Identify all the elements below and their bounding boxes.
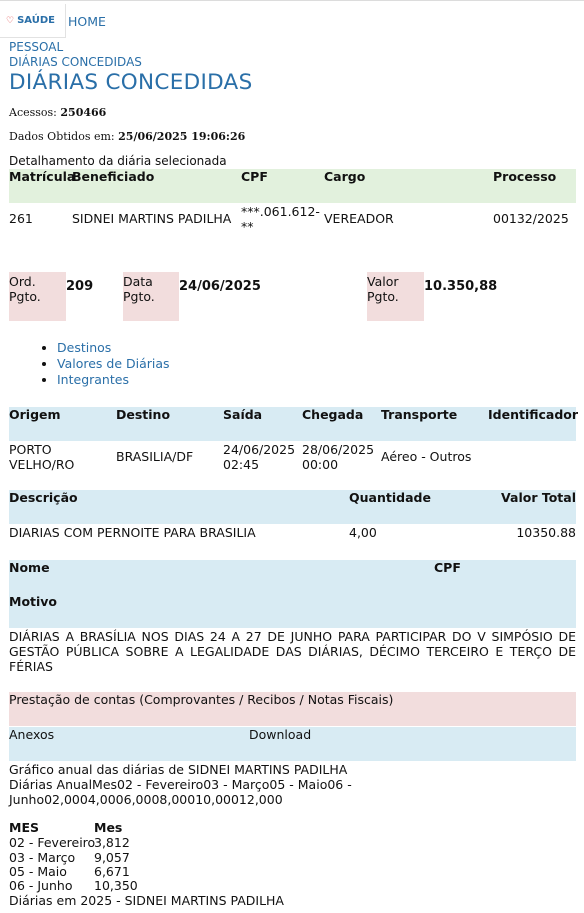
header-origem: Origem: [9, 407, 61, 422]
home-link[interactable]: HOME: [68, 14, 106, 29]
chart-category: 05 - Maio: [9, 864, 67, 879]
header-cpf-integrante: CPF: [434, 560, 461, 575]
data-pgto-label: Data Pgto.: [123, 272, 179, 321]
header-saida: Saída: [223, 407, 263, 422]
motivo-text: DIÁRIAS A BRASÍLIA NOS DIAS 24 A 27 DE JUNHO PARA PARTICIPAR DO V SIMPÓSIO DE GESTÃO PÚBLICA SOBRE A LEGALIDADE DAS DIÁRIAS, DÉCIMO TERCEIRO E TERÇO DE FÉRIAS: [9, 629, 576, 674]
cell-valor-total: 10350.88: [516, 525, 576, 540]
header-cargo: Cargo: [324, 169, 366, 184]
header-identificador: Identificador: [488, 407, 579, 422]
cell-quantidade: 4,00: [349, 525, 377, 540]
detail-tabs: [33, 340, 170, 388]
saude-label: SAÚDE: [17, 15, 55, 26]
chart-category: 06 - Junho: [9, 878, 73, 893]
chart-value: 3,812: [94, 835, 130, 850]
cell-matricula: 261: [9, 211, 33, 226]
chart-col-mes: MES: [9, 820, 39, 835]
top-border: [0, 0, 584, 1]
prestacao-header: Prestação de contas (Comprovantes / Recibos / Notas Fiscais): [9, 692, 576, 726]
header-chegada: Chegada: [302, 407, 364, 422]
breadcrumb-pessoal[interactable]: PESSOAL: [9, 40, 64, 54]
dados-info: [9, 130, 245, 143]
tab-valores[interactable]: • Valores de Diárias: [57, 356, 170, 372]
header-cpf: CPF: [241, 169, 268, 184]
chart-fallback-line-3: Junho02,0004,0006,0008,00010,00012,000: [9, 792, 283, 807]
integrantes-header: [9, 560, 576, 628]
chart-category: 02 - Fevereiro: [9, 835, 96, 850]
chart-category: 03 - Março: [9, 850, 76, 865]
cell-destino: BRASILIA/DF: [116, 449, 194, 464]
cell-descricao: DIARIAS COM PERNOITE PARA BRASILIA: [9, 525, 256, 540]
saude-button[interactable]: [0, 4, 66, 38]
chart-title: Diárias em 2025 - SIDNEI MARTINS PADILHA: [9, 893, 284, 908]
page-title: DIÁRIAS CONCEDIDAS: [9, 70, 253, 95]
acessos-value: 250466: [60, 106, 107, 119]
header-descricao: Descrição: [9, 490, 78, 505]
header-quantidade: Quantidade: [349, 490, 431, 505]
dados-label: Dados Obtidos em:: [9, 130, 115, 143]
dados-value: 25/06/2025 19:06:26: [118, 130, 246, 143]
ord-pgto-label: Ord. Pgto.: [9, 272, 66, 321]
acessos-info: [9, 106, 106, 119]
header-beneficiado: Beneficiado: [72, 169, 155, 184]
chart-col-mes-value: Mes: [94, 820, 123, 835]
header-motivo: Motivo: [9, 594, 58, 609]
valores-header: [9, 490, 576, 524]
header-matricula: Matrícula: [9, 169, 76, 184]
header-valor-total: Valor Total: [501, 490, 576, 505]
header-transporte: Transporte: [381, 407, 458, 422]
cell-saida: 24/06/2025 02:45: [223, 442, 296, 472]
breadcrumb-diarias[interactable]: DIÁRIAS CONCEDIDAS: [9, 55, 142, 69]
anexos-label: Anexos: [9, 727, 55, 742]
header-destino: Destino: [116, 407, 171, 422]
ord-pgto-value: 209: [66, 279, 94, 294]
header-nome: Nome: [9, 560, 50, 575]
detail-caption: Detalhamento da diária selecionada: [9, 154, 227, 168]
header-processo: Processo: [493, 169, 557, 184]
cell-processo: 00132/2025: [493, 211, 569, 226]
valor-pgto-label: Valor Pgto.: [367, 272, 424, 321]
tab-destinos[interactable]: • Destinos: [57, 340, 170, 356]
chart-value: 10,350: [94, 878, 138, 893]
data-pgto-value: 24/06/2025: [179, 279, 261, 294]
acessos-label: Acessos:: [9, 106, 57, 119]
cell-chegada: 28/06/2025 00:00: [302, 442, 375, 472]
cell-cpf: ***.061.612-**: [241, 204, 320, 234]
cell-cargo: VEREADOR: [324, 211, 394, 226]
download-label: Download: [249, 727, 312, 742]
valor-pgto-value: 10.350,88: [424, 279, 498, 294]
chart-value: 6,671: [94, 864, 130, 879]
cell-origem: PORTO VELHO/RO: [9, 442, 75, 472]
heart-icon: ♡: [6, 15, 15, 26]
cell-transporte: Aéreo - Outros: [381, 449, 472, 464]
chart-value: 9,057: [94, 850, 130, 865]
cell-beneficiado: SIDNEI MARTINS PADILHA: [72, 211, 232, 226]
tab-integrantes[interactable]: • Integrantes: [57, 372, 170, 388]
chart-fallback-line-2: Diárias AnualMes02 - Fevereiro03 - Março05 - Maio06 -: [9, 777, 352, 792]
chart-fallback-line-1: Gráfico anual das diárias de SIDNEI MARTINS PADILHA: [9, 762, 348, 777]
